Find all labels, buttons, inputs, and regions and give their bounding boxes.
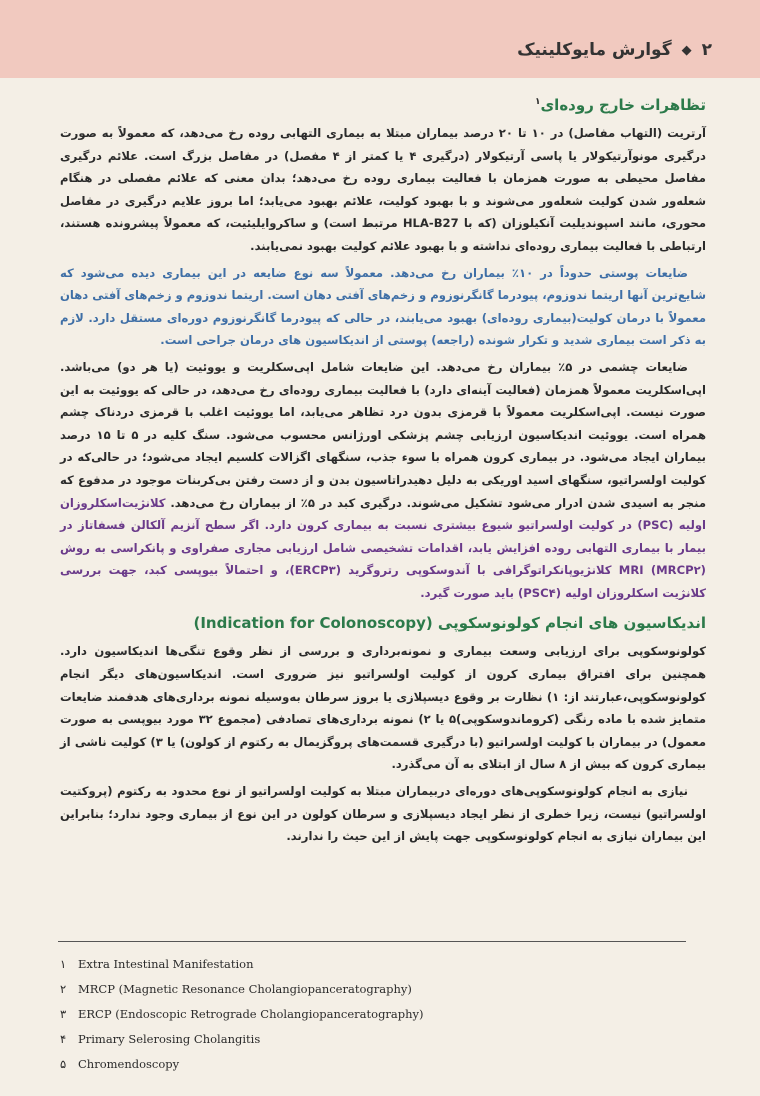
book-title: گوارش مایوکلینیک xyxy=(517,40,672,60)
header-band xyxy=(0,0,760,78)
footnote-number: ۴ xyxy=(60,1032,67,1046)
paragraph-eye-kidney-liver xyxy=(60,356,706,605)
heading-text: تظاهرات خارج روده‌ای xyxy=(540,96,706,114)
footnote-divider xyxy=(58,941,686,942)
footnote-text: MRCP (Magnetic Resonance Cholangiopanceratography) xyxy=(78,982,412,996)
footnote-text: ERCP (Endoscopic Retrograde Cholangiopanceratography) xyxy=(78,1007,424,1021)
paragraph-eye-kidney-text: ضایعات چشمی در ۵٪ بیماران رخ می‌دهد. این ضایعات شامل اپی‌سکلریت و یووئیت (یا هر دو) می‌باشد. اپی‌اسکلریت معمولاً همزمان (فعالیت آینه‌ای دارد) با فعالیت بیماری روده‌ای رخ می‌دهد، در حالی که یووئیت به این صورت نیست. اپی‌اسکلریت معمولاً با قرمزی بدون درد تظاهر می‌یابد، اما یووئیت اغلب با قرمزی دردناک چشم همراه است. یووئیت اندیکاسیون ارزیابی چشم پزشکی اورژانس محسوب می‌شود. سنگ کلیه در ۵ تا ۱۵ درصد بیماران ایجاد می‌شود. در بیماری کرون همراه با سوء جذب، سنگهای اگزالات کلسیم ایجاد می‌شود؛ در حالی‌که در کولیت اولسراتیو، سنگهای اسید اوریکی به دلیل دهیدراتاسیون بدن و از دست رفتن بی‌کربنات موجود در مدفوع که منجر به اسیدی شدن ادرار می‌شود تشکیل می‌شوند. درگیری کبد در ۵٪ از بیماران رخ می‌دهد. xyxy=(60,359,707,510)
footnote-number: ۲ xyxy=(60,982,67,996)
diamond-icon: ◆ xyxy=(681,42,692,58)
footnote-number: ۳ xyxy=(60,1007,67,1021)
footnote-item xyxy=(60,1052,660,1077)
running-header xyxy=(517,40,712,60)
footnote-text: Chromendoscopy xyxy=(78,1057,180,1071)
footnote-item xyxy=(60,1027,660,1052)
paragraph-psc-text: کلانژیت‌اسکلروزان اولیه (PSC) در کولیت اولسراتیو شیوع بیشتری نسبت به بیماری کرون دارد. اگر سطح آنزیم آلکالن فسفاتاز در بیمار با بیماری التهابی روده افزایش یابد، اقدامات تشخیصی شامل ارزیابی مجاری صفراوی و پانکراسی به روش MRI (MRCP۲) کلانژیوپانکراتوگرافی با آندوسکوپی رتروگرید (ERCP۳)، و احتمالاً بیوپسی کبد، جهت بررسی کلانژیت اسکلروزان اولیه (PSC۴) باید صورت گیرد. xyxy=(60,495,706,600)
footnotes xyxy=(60,952,660,1077)
paragraph-skin-lesions: ضایعات پوستی حدوداً در ۱۰٪ بیماران رخ می‌دهد. معمولاً سه نوع ضایعه در این بیماری دیده می‌شود که شایع‌ترین آنها اریتما ندوزوم، پیودرما گانگرنوزوم و زخم‌های آفتی دهان است. اریتما ندوزوم و زخم‌های آفتی دهان معمولاً با درمان کولیت(بیماری روده‌ای) بهبود می‌یابند، در حالی که پیودرما گانگرنوزوم دوره‌ای مستقل دارد. لازم به ذکر است بیماری شدید و تکرار شونده (راجعه) پوستی از اندیکاسیون های درمان جراحی است. xyxy=(60,265,706,348)
footnote-text: Primary Selerosing Cholangitis xyxy=(78,1032,261,1046)
footnote-number: ۵ xyxy=(60,1057,67,1071)
section-heading-colonoscopy: اندیکاسیون های انجام کولونوسکوپی (Indication for Colonoscopy) xyxy=(193,614,706,633)
paragraph-arthritis: آرتریت (التهاب مفاصل) در ۱۰ تا ۲۰ درصد بیماران مبتلا به بیماری التهابی روده رخ می‌دهد، که معمولاً به صورت درگیری مونوآرتیکولار یا پاسی آرتیکولار (درگیری ۴ یا کمتر از ۴ مفصل) در مفاصل بزرگ است. علائم درگیری مفاصل محیطی به صورت همزمان با فعالیت بیماری روده رخ می‌دهد؛ بدان معنی که علائم مفصلی در هنگام شعله‌ور شدن کولیت شعله‌ور می‌شوند و با بهبود کولیت، علائم بهبود می‌یابد؛ اما بروز علایم درگیری در مفاصل محوری، مانند اسپوندیلیت آنکیلوزان (که با HLA-B27 مرتبط است) و ساکروایلیئیت، که معمولاً پیشرونده هستند، ارتباطی با فعالیت بیماری روده‌ای نداشته و با بهبود علائم کولیت بهبود نمی‌یابند. xyxy=(60,126,707,253)
paragraph-colonoscopy-indications: کولونوسکوپی برای ارزیابی وسعت بیماری و نمونه‌برداری و بررسی از نظر وقوع تنگی‌ها اندیکاسیون دارد. همچنین برای افتراق بیماری کرون از کولیت اولسراتیو نیز ضروری است. اندیکاسیون‌های دیگر انجام کولونوسکوپی،عبارتند از: ۱) نظارت بر وقوع دیسپلازی یا بروز سرطان به‌وسیله نمونه برداری‌های هدفمند ضایعات متمایز شده با ماده رنگی (کروماندوسکوپی)۵ یا ۲) نمونه برداری‌های تصادفی (مجموع ۳۲ مورد بیوپسی به صورت معمول) در بیماران با کولیت اولسراتیو (با درگیری قسمت‌های پروگزیمال به رکتوم از کولون) یا ۳) کولیت ناشی از بیماری کرون که بیش از ۸ سال از ابتلای به آن می‌گذرد. xyxy=(60,644,706,772)
section-heading-extraintestinal xyxy=(60,96,706,114)
page-body xyxy=(60,92,706,852)
page-number: ۲ xyxy=(701,40,712,60)
footnote-item xyxy=(60,1002,660,1027)
footnote-item xyxy=(60,952,660,977)
footnote-ref: ۱ xyxy=(534,97,541,107)
footnote-item xyxy=(60,977,660,1002)
footnote-number: ۱ xyxy=(60,957,67,971)
footnote-text: Extra Intestinal Manifestation xyxy=(78,957,254,971)
paragraph-proctitis: نیازی به انجام کولونوسکوپی‌های دوره‌ای دربیماران مبتلا به کولیت اولسراتیو از نوع محدود به رکتوم (پروکتیت اولسراتیو) نیست، زیرا خطری از نظر ایجاد دیسپلازی و سرطان کولون در این نوع از بیماری وجود ندارد؛ بنابراین این بیماران نیازی به انجام کولونوسکوپی جهت پایش از این حیث را ندارند. xyxy=(60,784,706,844)
